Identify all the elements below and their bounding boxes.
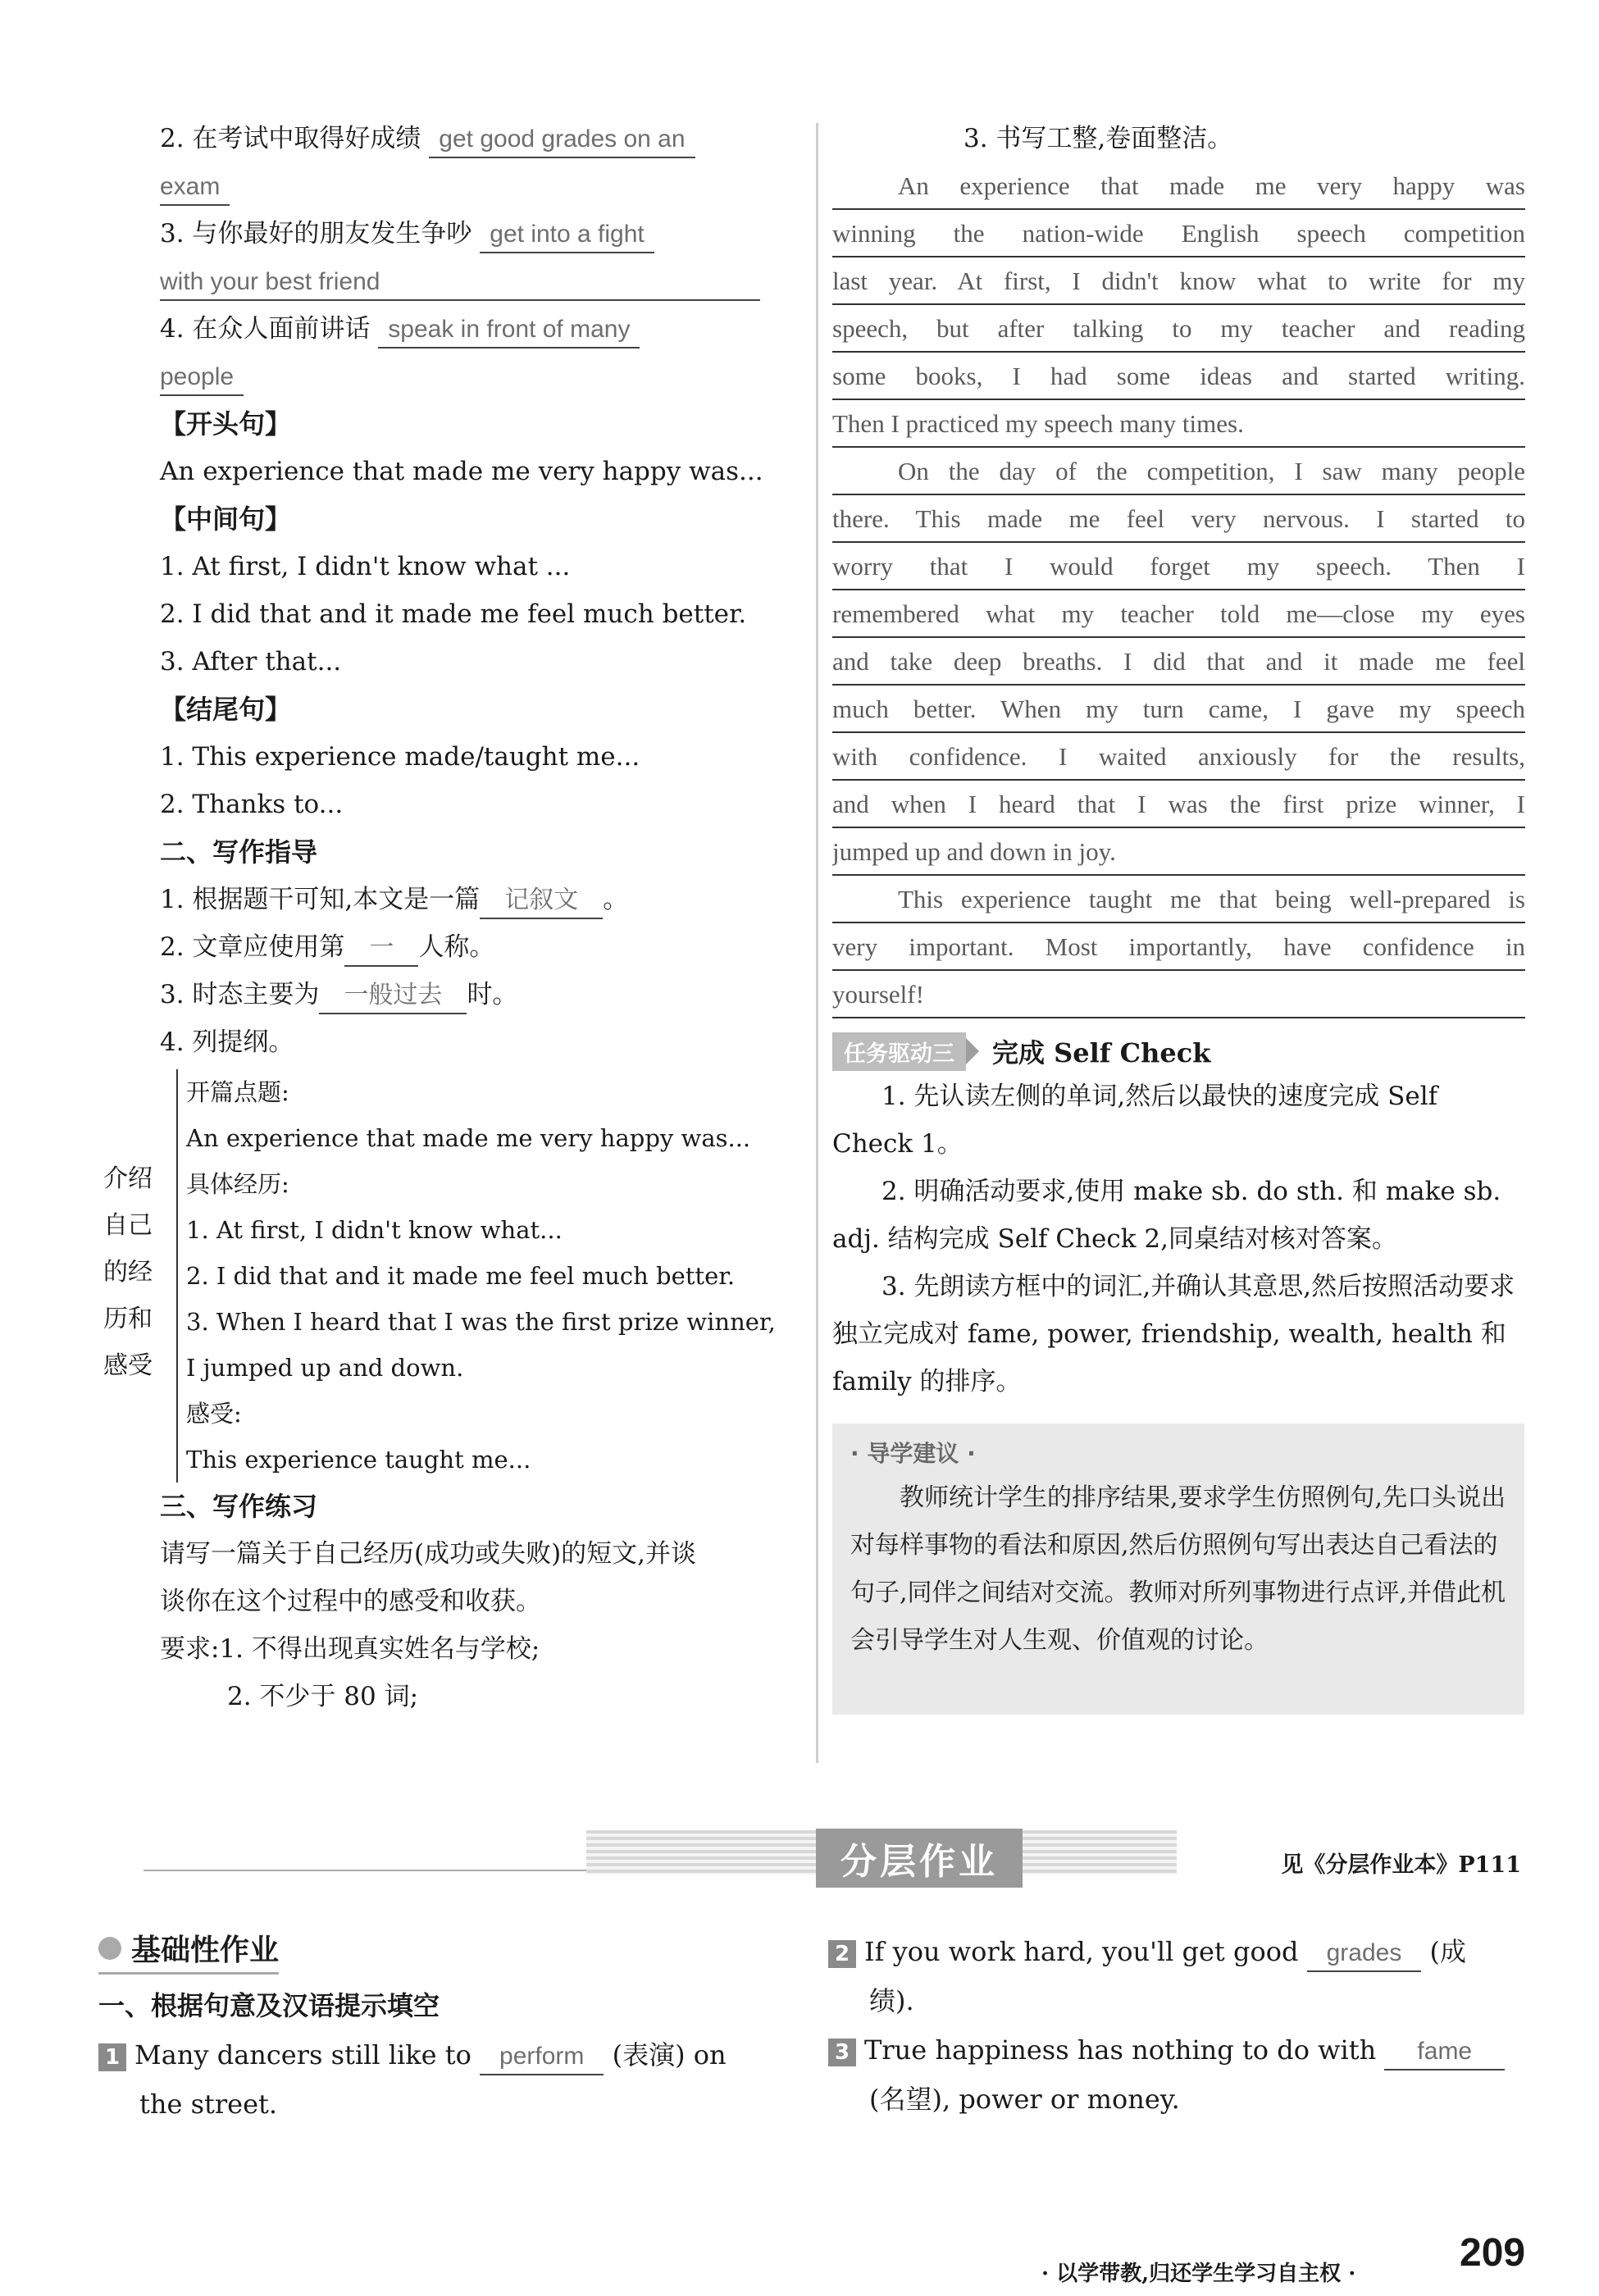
question-1: 1 Many dancers still like to perform (表演) on [98,2030,795,2080]
guide-1: 1. 根据题干可知,本文是一篇 记叙文 。 [160,876,800,923]
item-2: 2. 在考试中取得好成绩 get good grades on an [160,115,800,162]
homework-left [98,1927,795,2129]
question-2-cont: 绩). [869,1985,914,2016]
part-heading: 一、根据句意及汉语提示填空 [98,1990,440,2021]
requirement-1: 要求:1. 不得出现真实姓名与学校; [160,1634,540,1664]
answer-2-cont: exam [160,170,230,206]
outline-box: 开篇点题: An experience that made me very happy was... 具体经历: 1. At first, I didn't know what... 2. I did that and it made me feel much better. 3. When I heard that I was the first prize winner, I jumped up and down. 感受: This experience taught me... [176,1069,800,1483]
question-3: 3 True happiness has nothing to do with fame [828,2025,1525,2075]
guide-4: 4. 列提纲。 [160,1027,294,1057]
answer-3-cont: with your best friend [160,265,760,301]
outline-side-label: 介绍 自己 的经 历和 感受 [103,1164,153,1380]
ending-sentence-2: 2. Thanks to... [160,790,344,819]
outline [103,1069,800,1483]
middle-sentence-1: 1. At first, I didn't know what ... [160,552,571,581]
sample-essay: An experience that made me very happy was winning the nation-wide English speech competition last year. At first, I didn't know what to write for my speech, but after talking to my teacher and reading some books, I had some ideas and started writing. Then I practiced my speech many times. On the day of the competition, I saw many people there. This made me feel very nervous. I started to worry that I would forget my speech. Then I remembered what my teacher told me—close my eyes and take deep breaths. I did that and it made me feel much better. When my turn came, I gave my speech with confidence. I waited anxiously for the results, and when I heard that I was the first prize winner, I jumped up and down in joy. This experience taught me that being well-prepared is very important. Most importantly, have confidence in yourself! [832,162,1525,1018]
footer-slogan: · 以学带教,归还学生学习自主权 · [1041,2262,1356,2286]
practice-text-1: 请写一篇关于自己经历(成功或失败)的短文,并谈 [160,1539,697,1569]
answer-4: speak in front of many [378,312,640,348]
tip-title: · 导学建议 · [850,1440,976,1467]
section-reference: 见《分层作业本》P111 [1281,1852,1521,1878]
opening-heading: 【开头句】 [160,408,292,440]
answer-3: get into a fight [480,217,654,253]
teaching-tip-box [832,1424,1524,1715]
right-column [832,115,1525,1715]
answer-2: get good grades on an [429,122,695,158]
task-tag: 任务驱动三 [832,1032,966,1071]
ending-heading: 【结尾句】 [160,694,292,725]
task-step-3: 3. 先朗读方框中的词汇,并确认其意思,然后按照活动要求独立完成对 fame, power, friendship, wealth, health 和 family 的排序。 [832,1272,1515,1396]
page-number: 209 [1460,2231,1526,2275]
guide-2: 2. 文章应使用第 一 人称。 [160,923,800,971]
requirement-2: 2. 不少于 80 词; [227,1682,419,1711]
arrow-icon [966,1038,979,1064]
task-header [832,1030,1525,1073]
question-3-cont: (名望), power or money. [869,2084,1180,2115]
question-1-cont: the street. [139,2089,278,2120]
section-title: 分层作业 [816,1829,1023,1888]
item-4: 4. 在众人面前讲话 speak in front of many [160,305,800,353]
task-title: 完成 Self Check [992,1037,1211,1068]
middle-sentence-2: 2. I did that and it made me feel much better. [160,599,747,629]
middle-sentence-3: 3. After that... [160,647,342,676]
task-step-1: 1. 先认读左侧的单词,然后以最快的速度完成 Self Check 1。 [832,1082,1438,1159]
answer-4-cont: people [160,360,244,396]
question-2: 2 If you work hard, you'll get good grades (成 [828,1927,1525,1976]
column-divider [816,123,818,1763]
middle-heading: 【中间句】 [160,503,292,535]
task-step-2: 2. 明确活动要求,使用 make sb. do sth. 和 make sb. adj. 结构完成 Self Check 2,同桌结对核对答案。 [832,1177,1501,1254]
guide-heading: 二、写作指导 [160,836,318,868]
tip-text: 教师统计学生的排序结果,要求学生仿照例句,先口头说出对每样事物的看法和原因,然后仿照例句写出表达自己看法的句子,同伴之间结对交流。教师对所列事物进行点评,并借此机会引导学生对人生观、价值观的讨论。 [850,1483,1506,1655]
practice-heading: 三、写作练习 [160,1491,318,1522]
item-3: 3. 与你最好的朋友发生争吵 get into a fight [160,210,800,257]
arrow-circle-icon [98,1937,121,1960]
opening-sentence: An experience that made me very happy was... [160,457,763,486]
practice-text-2: 谈你在这个过程中的感受和收获。 [160,1587,541,1616]
guide-3: 3. 时态主要为 一般过去 时。 [160,971,800,1018]
section-banner [144,1812,1521,1883]
ending-sentence-1: 1. This experience made/taught me... [160,742,640,772]
requirement-3: 3. 书写工整,卷面整洁。 [963,124,1233,153]
homework-right [828,1927,1525,2124]
left-column [103,115,800,1720]
basic-homework-badge: 基础性作业 [98,1927,279,1975]
